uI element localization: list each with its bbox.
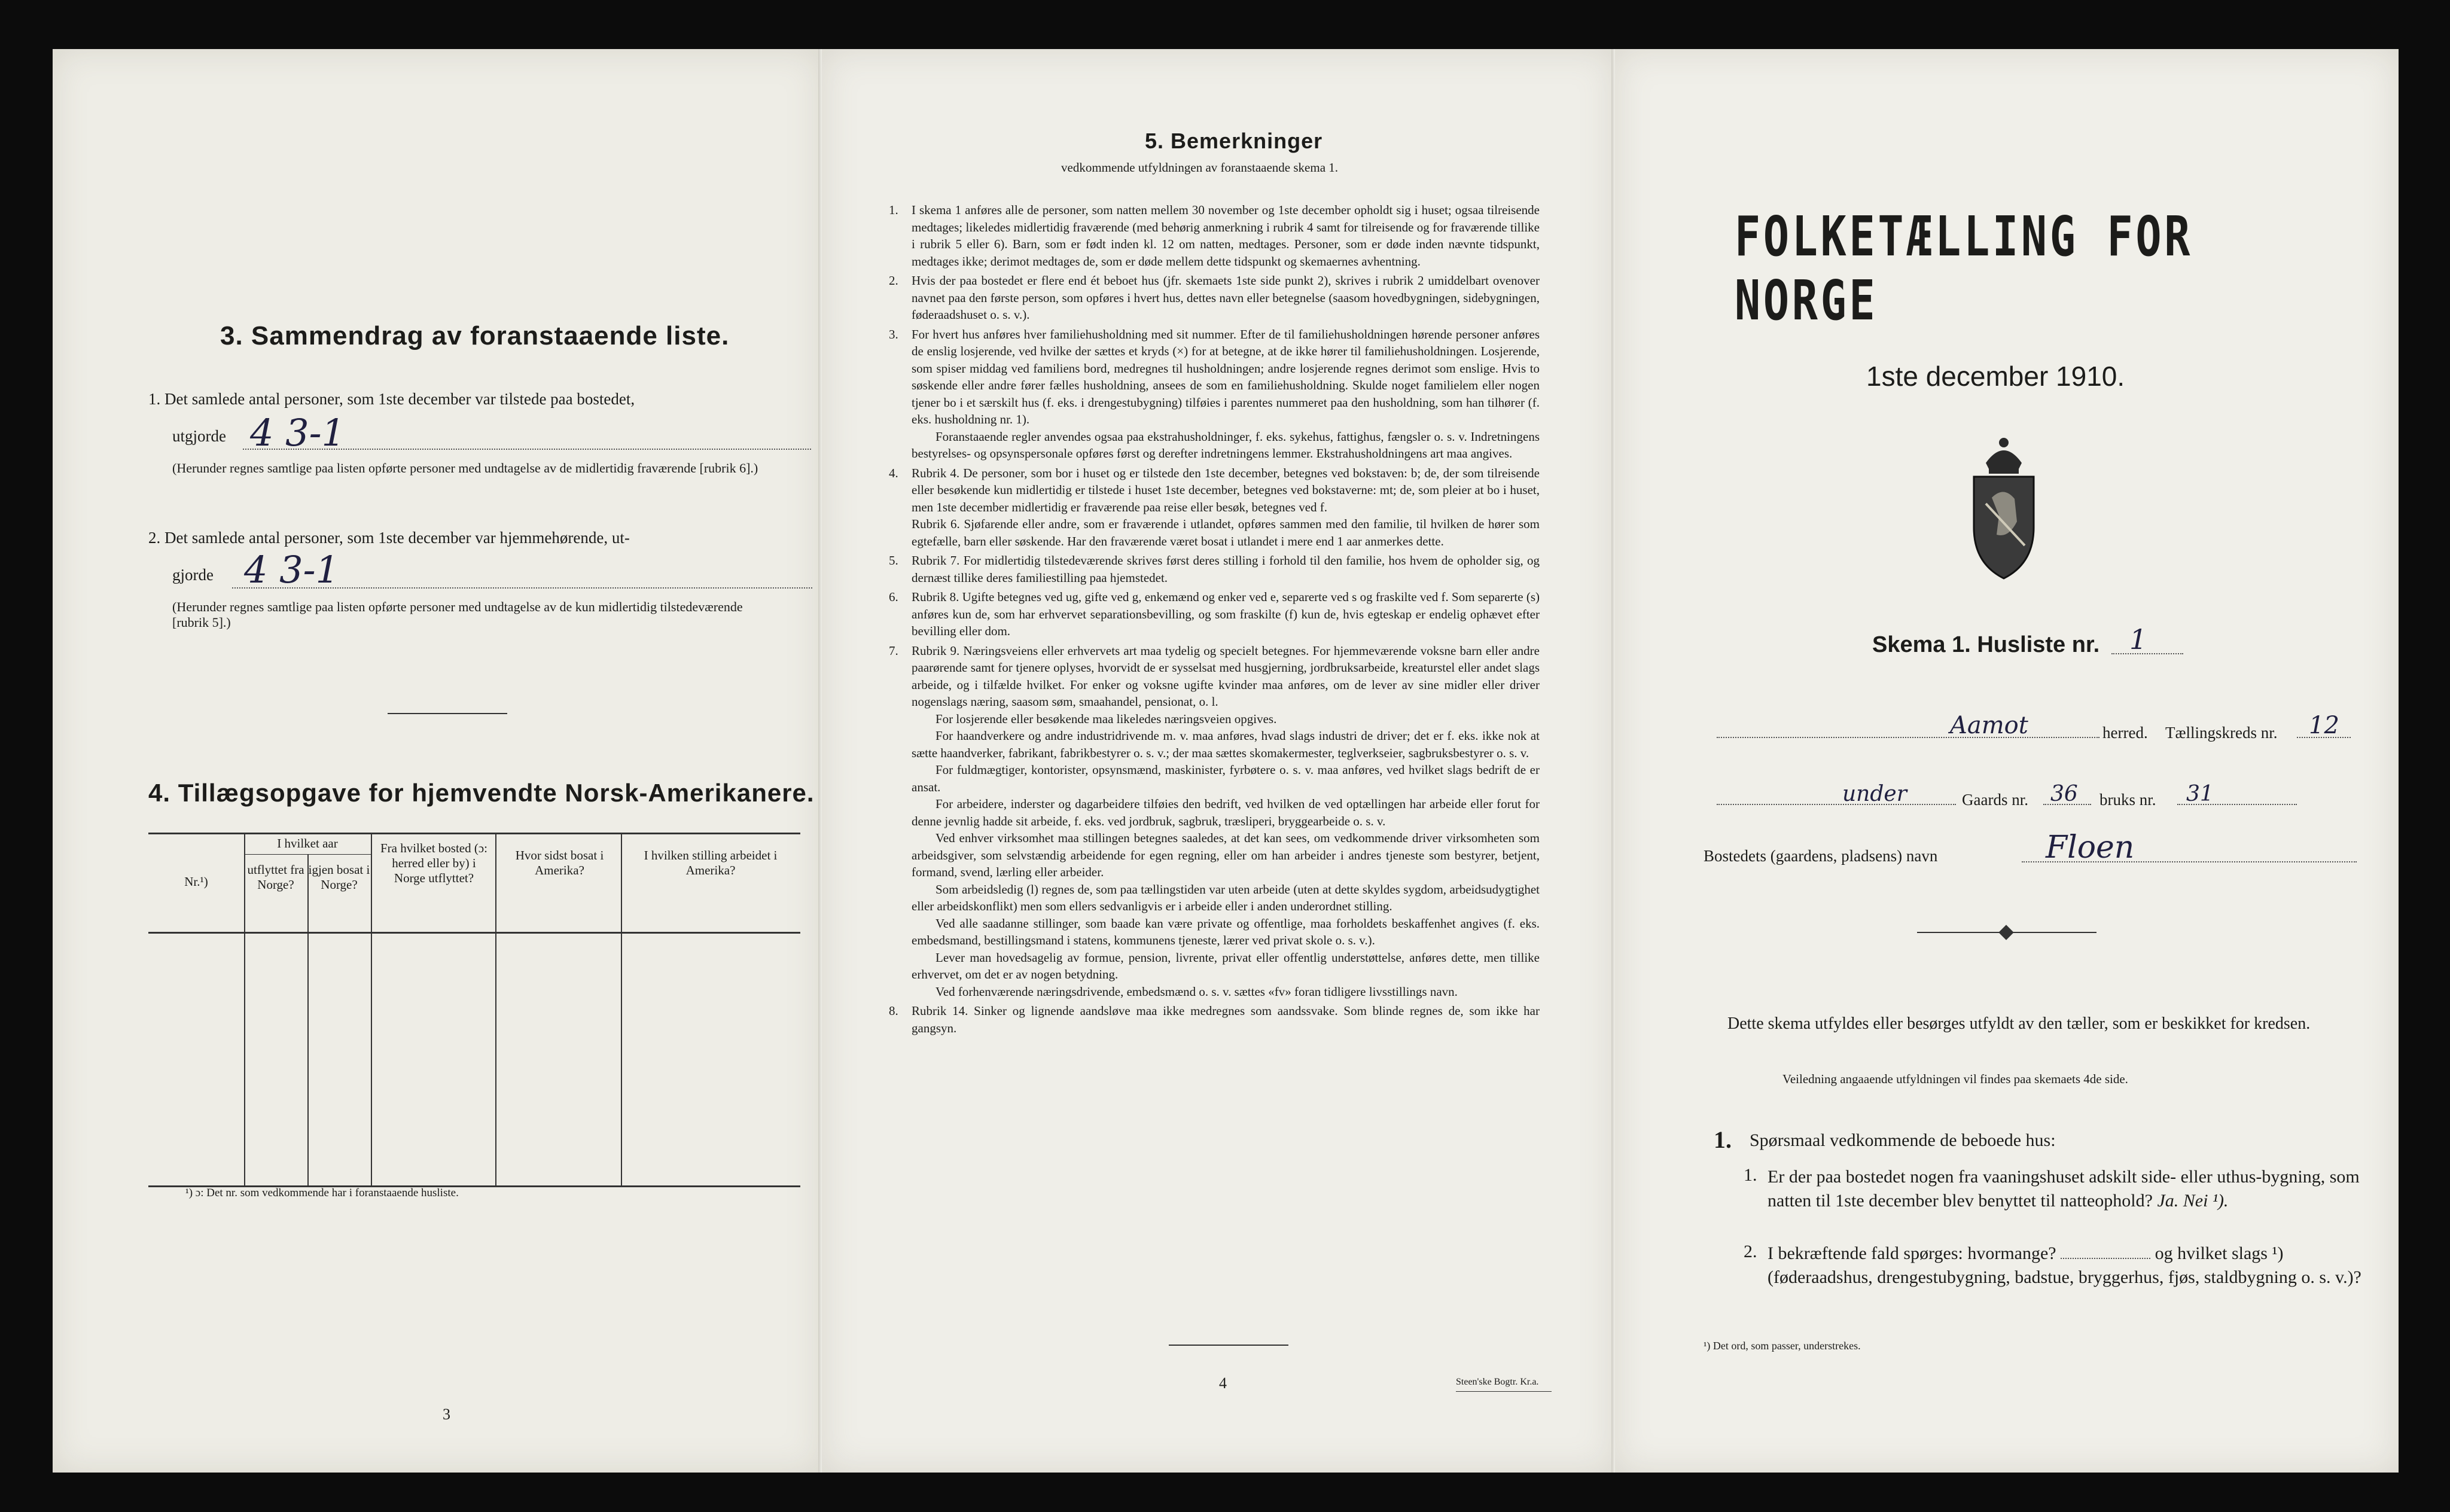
col-from-where: Fra hvilket bosted (ɔ: herred eller by) i Norge utflyttet?	[380, 841, 488, 885]
remark-paragraph: 6. Rubrik 8. Ugifte betegnes ved ug, gifte ved g, enkemænd og enker ved e, separerte ved s og fraskilte ved f. Som separerte (s) anføres kun de, som har erhvervet separationsbevilling, og som fraskilte (f) kun de, hvis egteskap er endelig ophævet efter bevilling eller dom.	[889, 590, 1540, 638]
item2-text: 2. Det samlede antal personer, som 1ste december var hjemmehørende, ut-	[148, 529, 630, 547]
remark-paragraph: 4. Rubrik 4. De personer, som bor i huset og er tilstede den 1ste december, betegnes ved bokstaven: b; de, der som tilreisende eller besøkende kun midlertidig er tilstede i huset 1ste december, betegnes ved bokstaverne: mt; de, som pleier at bo i huset, men 1ste december midlertidig er fraværende paa reise eller besøk, betegnes ved f.	[889, 465, 1540, 514]
bosted-field	[2022, 861, 2357, 862]
divider	[388, 713, 507, 714]
remark-paragraph: 1. I skema 1 anføres alle de personer, som natten mellem 30 november og 1ste december opholdt sig i huset; ogsaa tilreisende medtages; likeledes midlertidig fraværende (med behørig anmerkning i rubrik 4 samt for tilreisende og for fraværende tillike i rubrik 5 eller 6). Barn, som er født inden kl. 12 om natten, medtages. Personer, som er døde inden nævnte tidspunkt, medtages ikke; derimot medtages de, som er døde mellem dette tidspunkt og skemaernes avhentning.	[889, 203, 1540, 269]
kreds-value: 12	[2309, 712, 2339, 739]
page-middle	[822, 49, 1615, 1473]
page-number: 3	[443, 1406, 450, 1423]
item1-text: 1. Det samlede antal personer, som 1ste december var tilstede paa bostedet,	[148, 390, 635, 408]
remarks-body	[889, 202, 1540, 1037]
coat-of-arms-icon	[1962, 432, 2046, 581]
kreds-label: Tællingskreds nr.	[2165, 724, 2278, 742]
col-year-group: I hvilket aar	[277, 836, 338, 850]
herred-field	[1717, 737, 2099, 738]
remark-paragraph: 5. Rubrik 7. For midlertidig tilstedeværende skrives først deres stilling i forhold til den familie, hos hvem de opholder sig, og dernæst tillike deres familiestilling paa hjemstedet.	[889, 553, 1540, 585]
printer-mark: Steen'ske Bogtr. Kr.a.	[1456, 1377, 1539, 1387]
remark-paragraph: 3. For hvert hus anføres hver familiehusholdning med sit nummer. Efter de til familiehusholdningen hørende personer anføres de enslig losjerende, ved hvilke der sættes et kryds (×) for at betegne, at de ikke hører til familiehusholdningen. Losjerende, som spiser middag ved familiens bord, medregnes til husholdningen; andre losjerende regnes derimot som enslige. Hvis to søskende eller andre fører fælles husholdning, ansees de som en familiehusholdning. Skulde noget familielem eller nogen tjener bo i et særskilt hus (f. eks. i drengestubygning) tilføies i parentes nummeret paa den husholdning, som han tilhører (f. eks. husholdning nr. 1).	[889, 327, 1540, 426]
remark-paragraph: For fuldmægtiger, kontorister, opsynsmænd, maskinister, fyrbøtere o. s. v. maa anføres, ved hvilket slags bedrift de er ansat.	[912, 763, 1540, 794]
herred-value: Aamot	[1950, 712, 2028, 739]
remarks-subtitle: vedkommende utfyldningen av foranstaaende skema 1.	[1061, 160, 1339, 175]
remarks-title: 5. Bemerkninger	[1145, 129, 1323, 153]
q2-text: I bekræftende fald spørges: hvormange? og hvilket slags ¹) (føderaadshus, drengestubygning, badstue, bryggerhus, fjøs, staldbygning o. s. v.)?	[1768, 1243, 2361, 1287]
item1-note: (Herunder regnes samtlige paa listen opførte personer med undtagelse av de midlertidig fraværende [rubrik 6].)	[172, 461, 758, 475]
page-left	[53, 49, 822, 1473]
bruks-label: bruks nr.	[2099, 791, 2156, 809]
col-emigrated: utflyttet fra Norge?	[247, 862, 304, 892]
col-returned: igjen bosat i Norge?	[308, 862, 370, 892]
remark-paragraph: Foranstaaende regler anvendes ogsaa paa ekstrahusholdninger, f. eks. sykehus, fattighus, fængsler o. s. v. Indretningens bestyrelses- og opsynspersonale opføres først og derefter indretningens lemmer. Ekstrahusholdningens art maa angives.	[912, 429, 1540, 461]
remark-paragraph: 2. Hvis der paa bostedet er flere end ét beboet hus (jfr. skemaets 1ste side punkt 2), skrives i rubrik 2 umiddelbart ovenover navnet paa den første person, som opføres i hvert hus, dettes navn eller betegnelse (saasom hovedbygningen, sidebygningen, føderaadshuset o. s. v.).	[889, 273, 1540, 322]
item2-note: (Herunder regnes samtlige paa listen opførte personer med undtagelse av de kun midlertidig tilstedeværende [rubrik 5].)	[172, 599, 743, 630]
footnote: ¹) ɔ: Det nr. som vedkommende har i foranstaaende husliste.	[185, 1187, 459, 1199]
col-where-last: Hvor sidst bosat i Amerika?	[515, 848, 604, 877]
section-3-title: 3. Sammendrag av foranstaaende liste.	[220, 321, 730, 350]
instruction-text: Dette skema utfyldes eller besørges utfyldt av den tæller, som er beskikket for kredsen.	[1727, 1014, 2311, 1033]
item1-value: 4 3-1	[250, 411, 345, 455]
q1-number: 1.	[1744, 1165, 1757, 1185]
remark-paragraph: 7. Rubrik 9. Næringsveiens eller erhvervets art maa tydelig og specielt betegnes. For hjemmeværende voksne barn eller andre paarørende samt for tjenere oplyses, hvorvidt de er sysselsat med husgjerning, jordbruksarbeide, kreaturstel eller andet slags arbeide, og i tilfælde hvilket. For enker og voksne ugifte kvinder maa anføres, om de lever av sine midler eller driver nogenslags næring, saasom søm, smaahandel, pensionat, o. l.	[889, 643, 1540, 709]
item2-lead: gjorde	[172, 566, 214, 584]
col-position: I hvilken stilling arbeidet i Amerika?	[644, 848, 778, 877]
q1-text: Er der paa bostedet nogen fra vaaningshuset adskilt side- eller uthus-bygning, som natten til 1ste december blev benyttet til natteophold? Ja. Nei ¹).	[1768, 1167, 2360, 1211]
footnote: ¹) Det ord, som passer, understrekes.	[1704, 1340, 1861, 1352]
bosted-value: Floen	[2046, 830, 2135, 865]
schema-label: Skema 1. Husliste nr.	[1872, 632, 2100, 657]
remark-paragraph: Rubrik 6. Sjøfarende eller andre, som er fraværende i utlandet, opføres sammen med den familie, til hvilken de hører som egtefælle, barn eller søskende. Har den fraværende været bosat i utlandet i mere end 1 aar anmerkes dette.	[912, 517, 1540, 548]
item1-line	[243, 449, 811, 450]
section-4-title: 4. Tillægsopgave for hjemvendte Norsk-Amerikanere.	[148, 779, 815, 807]
remark-paragraph: For losjerende eller besøkende maa likeledes næringsveien opgives.	[935, 711, 1277, 726]
col-nr: Nr.¹)	[184, 874, 208, 889]
bruks-value: 31	[2186, 782, 2214, 806]
page-right	[1615, 49, 2399, 1473]
norsk-amerikanere-table	[148, 833, 800, 1185]
q1-answer: Ja. Nei ¹).	[2157, 1191, 2229, 1211]
form-title: FOLKETÆLLING FOR NORGE	[1735, 205, 2193, 333]
page-number: 4	[1219, 1374, 1227, 1392]
remark-paragraph: Ved enhver virksomhet maa stillingen betegnes saaledes, at det kan sees, om vedkommende driver virksomheten som arbeidsgiver, som selvstændig arbeidende for egen regning, eller om han arbeider i andres tjeneste som bestyrer, betjent, formand, svend, lærling eller arbeider.	[912, 831, 1540, 879]
questions-title: Spørsmaal vedkommende de beboede hus:	[1750, 1130, 2056, 1150]
under-value: under	[1842, 782, 1907, 806]
q2-number: 2.	[1744, 1242, 1757, 1261]
gaards-value: 36	[2050, 782, 2078, 806]
herred-label: herred.	[2102, 724, 2148, 742]
ornament-divider	[1917, 927, 2096, 938]
item1-lead: utgjorde	[172, 427, 226, 445]
remark-paragraph: For haandverkere og andre industridrivende m. v. maa anføres, hvad slags industri de driver; det er f. eks. ikke nok at sætte haandverker, fabrikant, fabrikbestyrer o. s. v.; der maa sættes skomakermester, teglverkseier, sagbruksbestyrer o. s. v.	[912, 728, 1540, 760]
remark-paragraph: Som arbeidsledig (l) regnes de, som paa tællingstiden var uten arbeide (uten at dette skyldes sygdom, arbeidsudygtighet eller arbeidskonflikt) men som ellers sedvanligvis er i arbeide eller i anden underordnet stilling.	[912, 882, 1540, 913]
guidance-text: Veiledning angaaende utfyldningen vil findes paa skemaets 4de side.	[1782, 1072, 2128, 1086]
remark-paragraph: 8. Rubrik 14. Sinker og lignende aandsløve maa ikke medregnes som aandssvake. Som blinde regnes de, som ikke har gangsyn.	[889, 1004, 1540, 1035]
gaards-label: Gaards nr.	[1962, 791, 2028, 809]
item2-line	[232, 587, 812, 589]
remark-paragraph: For arbeidere, inderster og dagarbeidere tilføies den bedrift, ved hvilken de ved optællingen har arbeide eller forut for denne jevnlig hadde sit arbeide, f. eks. ved jordbruk, sagbruk, træsliperi, bryggearbeide o. s. v.	[912, 797, 1540, 828]
husliste-nr-value: 1	[2129, 623, 2147, 656]
bosted-label: Bostedets (gaardens, pladsens) navn	[1704, 847, 1938, 865]
divider	[1169, 1345, 1288, 1346]
item2-value: 4 3-1	[244, 548, 339, 592]
form-date: 1ste december 1910.	[1866, 361, 2125, 392]
remark-paragraph: Ved alle saadanne stillinger, som baade kan være private og offentlige, maa forholdets beskaffenhet angives (f. eks. embedsmand, bestillingsmand i statens, kommunens tjeneste, lærer ved privat skole o. s. v.).	[912, 916, 1540, 947]
remark-paragraph: Lever man hovedsagelig av formue, pension, livrente, privat eller offentlig understøttelse, anføres dette, men tillike erhvervet, om det er av nogen betydning.	[912, 950, 1540, 981]
remark-paragraph: Ved forhenværende næringsdrivende, embedsmænd o. s. v. sættes «fv» foran tidligere livsstillings navn.	[935, 984, 1458, 999]
question-number: 1.	[1714, 1126, 1732, 1153]
